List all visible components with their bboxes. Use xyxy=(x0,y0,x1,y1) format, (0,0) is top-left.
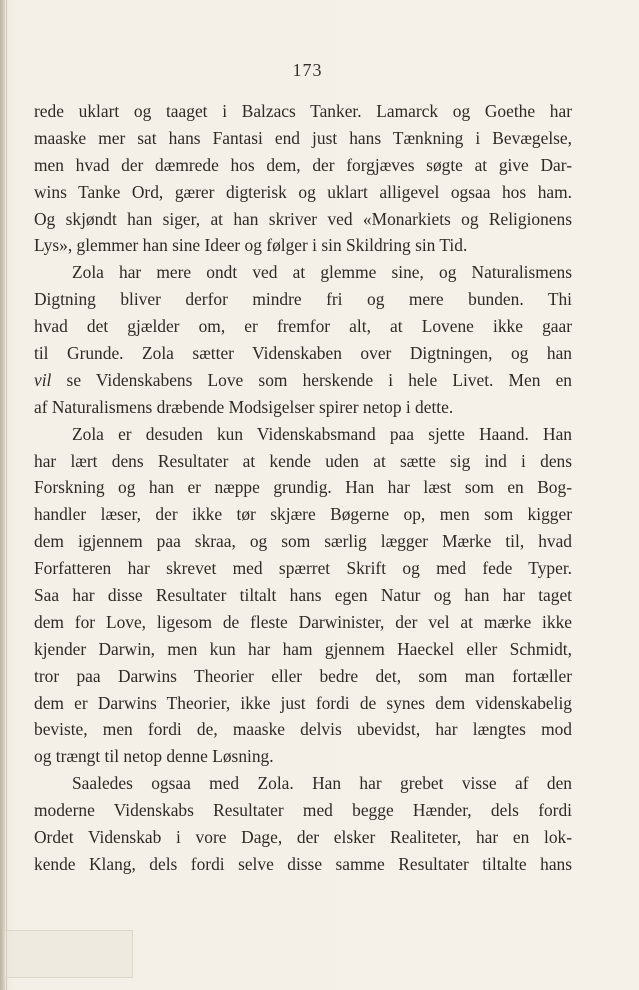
text-line: dem for Love, ligesom de fleste Darwinister, der vel at mærke ikke xyxy=(34,611,572,632)
text-line: maaske mer sat hans Fantasi end just hans Tænkning i Bevægelse, xyxy=(34,127,572,148)
text-line xyxy=(34,367,572,394)
text-line: rede uklart og taaget i Balzacs Tanker. Lamarck og Goethe har xyxy=(34,101,572,121)
text-line: Saa har disse Resultater tiltalt hans egen Natur og han har taget xyxy=(34,585,572,606)
text-line: Forfatteren har skrevet med spærret Skrift og med fede Typer. xyxy=(34,558,572,579)
text-line: Saaledes ogsaa med Zola. Han har grebet visse af den xyxy=(72,773,572,794)
text-line: Lys», glemmer han sine Ideer og følger i sin Skildring sin Tid. xyxy=(34,235,468,256)
text-line: dem igjennem paa skraa, og som særlig lægger Mærke til, hvad xyxy=(34,531,572,552)
text-line: hvad det gjælder om, er fremfor alt, at Lovene ikke gaar xyxy=(34,316,572,337)
text-line: har lært dens Resultater at kende uden at sætte sig ind i dens xyxy=(34,450,572,471)
text-line: af Naturalismens dræbende Modsigelser spirer netop i dette. xyxy=(34,396,454,417)
text-line: tror paa Darwins Theorier eller bedre det, som man fortæller xyxy=(34,665,572,686)
text-line: beviste, men fordi de, maaske delvis ubevidst, har længtes mod xyxy=(34,719,572,740)
text-line: Zola har mere ondt ved at glemme sine, og Naturalismens xyxy=(72,262,572,283)
text-line: moderne Videnskabs Resultater med begge Hænder, dels fordi xyxy=(34,800,572,821)
binding-edge xyxy=(0,0,5,990)
text-line: Zola er desuden kun Videnskabsmand paa sjette Haand. Han xyxy=(72,423,572,444)
paper-stain xyxy=(4,930,133,978)
text-line: kende Klang, dels fordi selve disse samme Resultater tiltalte hans xyxy=(34,853,572,874)
text-line: og trængt til netop denne Løsning. xyxy=(34,746,274,767)
text-line: til Grunde. Zola sætter Videnskaben over Digtningen, og han xyxy=(34,343,572,364)
text-line: kjender Darwin, men kun har ham gjennem Haeckel eller Schmidt, xyxy=(34,638,572,659)
text-line: men hvad der dæmrede hos dem, der forgjæves søgte at give Dar- xyxy=(34,154,572,175)
italic-word: vil xyxy=(34,369,52,390)
gutter-line xyxy=(6,0,7,990)
text-line: handler læser, der ikke tør skjære Bøgerne op, men som kigger xyxy=(34,504,572,525)
body-text xyxy=(34,98,572,878)
page-number: 173 xyxy=(292,60,323,80)
text-line: Og skjøndt han siger, at han skriver ved «Monarkiets og Religionens xyxy=(34,208,572,229)
text-line: wins Tanke Ord, gærer digterisk og uklart alligevel ogsaa hos ham. xyxy=(34,181,572,202)
text-line: Digtning bliver derfor mindre fri og mere bunden. Thi xyxy=(34,289,572,310)
text-line: Forskning og han er næppe grundig. Han har læst som en Bog- xyxy=(34,477,572,498)
text-line: Ordet Videnskab i vore Dage, der elsker Realiteter, har en lok- xyxy=(34,827,572,848)
text-line: dem er Darwins Theorier, ikke just fordi de synes dem videnskabelig xyxy=(34,692,572,713)
text-fragment: se Videnskabens Love som herskende i hele Livet. Men en xyxy=(51,369,572,390)
